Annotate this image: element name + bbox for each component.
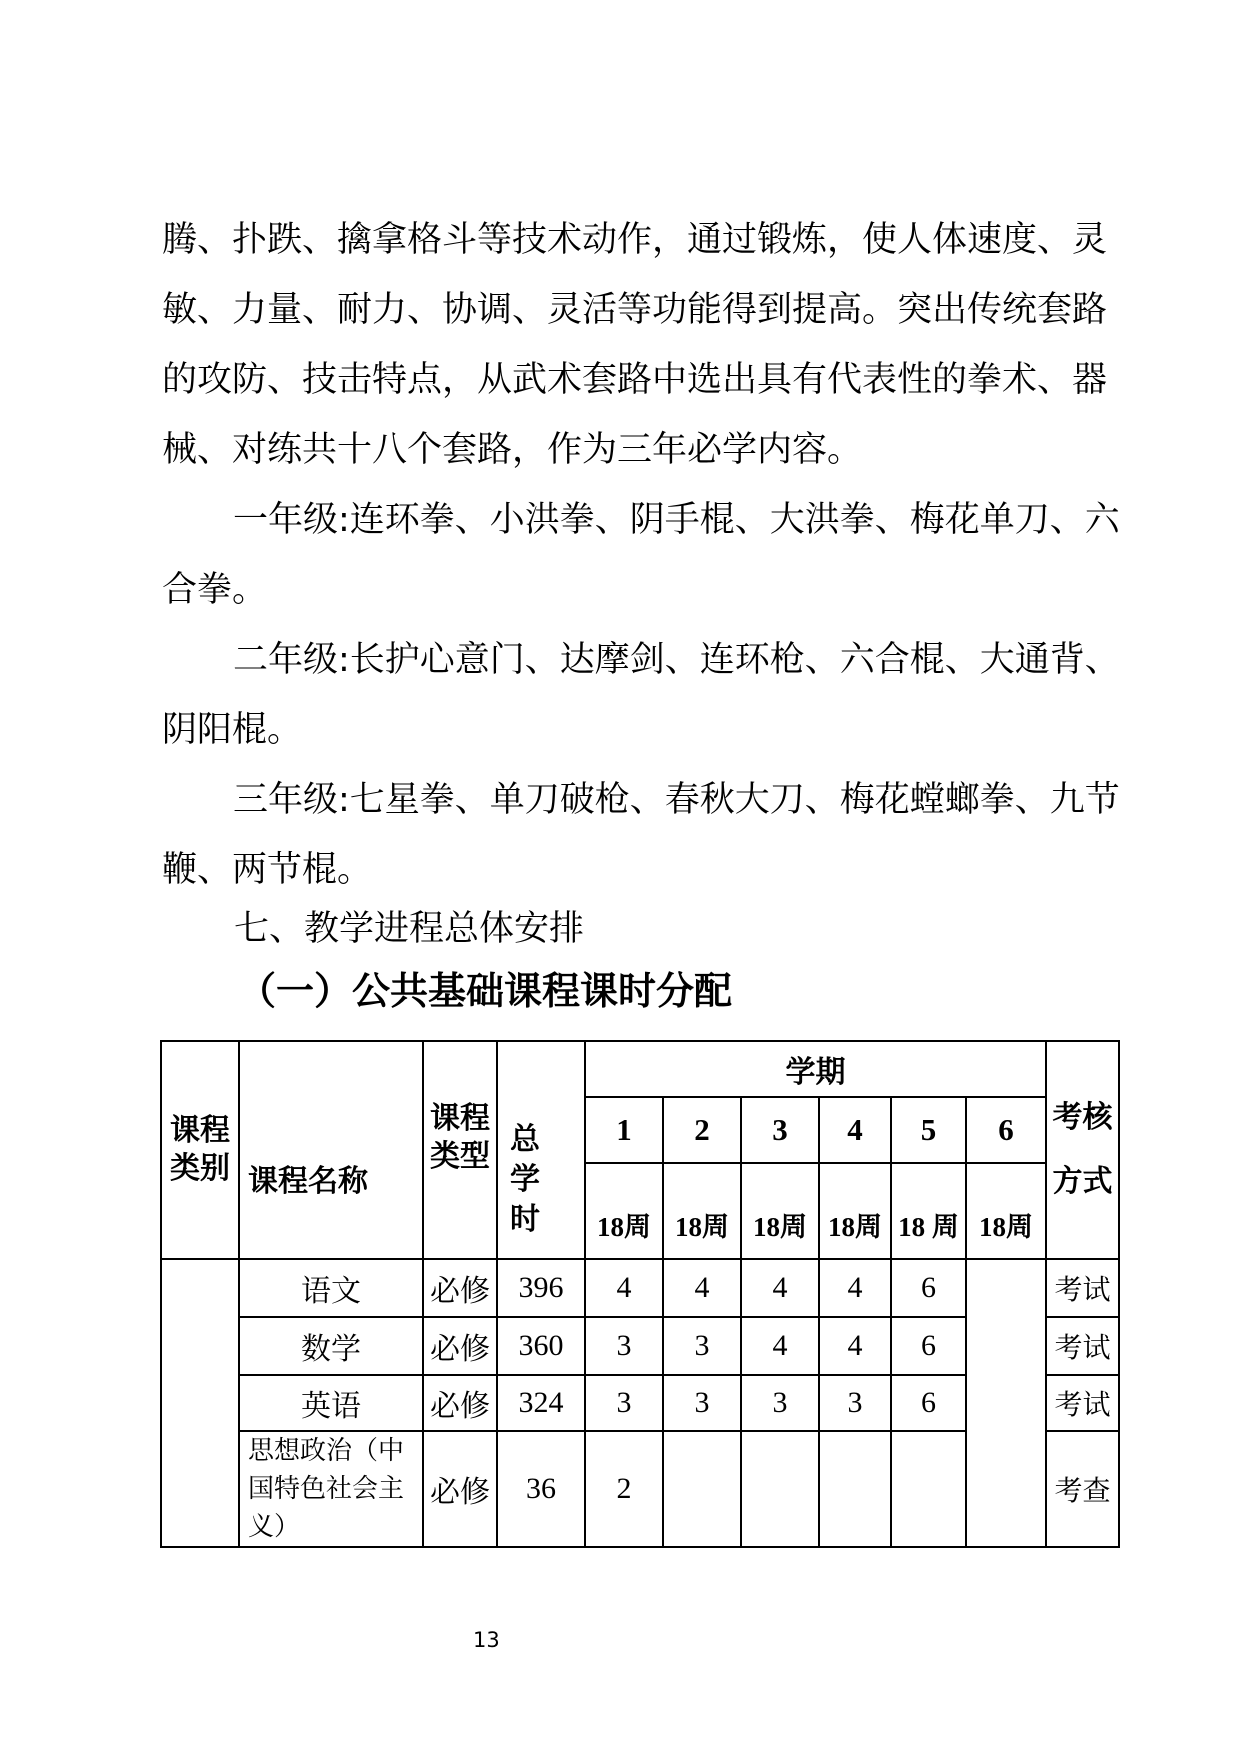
header-assessment-line1: 考核: [1052, 1101, 1113, 1134]
body-text: [162, 205, 1128, 905]
header-cell-weeks-2: 18周: [663, 1163, 741, 1259]
cell-s3: 4: [741, 1317, 819, 1375]
header-cell-semester-3: 3: [741, 1097, 819, 1163]
body-text-line: 敏、力量、耐力、协调、灵活等功能得到提高。突出传统套路: [162, 290, 1108, 330]
cell-total-hours: 36: [497, 1431, 585, 1547]
cell-course-type: 必修: [423, 1317, 497, 1375]
category-body-cell: [161, 1259, 239, 1547]
cell-s2: 3: [663, 1317, 741, 1375]
cell-s5: [891, 1431, 966, 1547]
page-number: 13: [473, 1628, 500, 1652]
cell-course-name: 思想政治（中国特色社会主义）: [239, 1431, 423, 1547]
section-heading: 七、教学进程总体安排: [234, 909, 585, 949]
body-text-line: 一年级:连环拳、小洪拳、阴手棍、大洪拳、梅花单刀、六: [233, 500, 1120, 540]
header-cell-course-name: 课程名称: [239, 1041, 423, 1259]
header-cell-semester-5: 5: [891, 1097, 966, 1163]
cell-s5: 6: [891, 1375, 966, 1431]
cell-s4: 4: [819, 1317, 891, 1375]
header-cell-semester-6: 6: [966, 1097, 1046, 1163]
header-cell-semester-1: 1: [585, 1097, 663, 1163]
cell-assessment: 考试: [1046, 1375, 1119, 1431]
cell-course-type: 必修: [423, 1375, 497, 1431]
cell-total-hours: 396: [497, 1259, 585, 1317]
cell-assessment: 考查: [1046, 1431, 1119, 1547]
header-total-line1: 总 学: [510, 1123, 570, 1196]
header-total-line2: 时: [510, 1203, 540, 1236]
body-text-line: 械、对练共十八个套路，作为三年必学内容。: [162, 430, 863, 470]
header-cell-category: [161, 1041, 239, 1259]
header-cell-assessment: [1046, 1041, 1119, 1259]
cell-course-name: 语文: [239, 1259, 423, 1317]
cell-course-name: 英语: [239, 1375, 423, 1431]
header-cell-semester: 学期: [585, 1041, 1046, 1097]
cell-s2: 3: [663, 1375, 741, 1431]
cell-s1: 4: [585, 1259, 663, 1317]
header-cell-total-hours: [497, 1041, 585, 1259]
header-cell-semester-2: 2: [663, 1097, 741, 1163]
cell-s4: 4: [819, 1259, 891, 1317]
header-type-line1: 课程: [430, 1101, 490, 1135]
body-text-line: 三年级:七星拳、单刀破枪、春秋大刀、梅花螳螂拳、九节: [233, 780, 1120, 820]
header-cell-weeks-5: 18 周: [891, 1163, 966, 1259]
header-cell-weeks-4: 18周: [819, 1163, 891, 1259]
cell-s1: 3: [585, 1375, 663, 1431]
header-cell-weeks-1: 18周: [585, 1163, 663, 1259]
header-cell-semester-4: 4: [819, 1097, 891, 1163]
cell-s2: [663, 1431, 741, 1547]
course-hours-table: [160, 1040, 1120, 1548]
cell-s3: [741, 1431, 819, 1547]
cell-assessment: 考试: [1046, 1259, 1119, 1317]
cell-s1: 2: [585, 1431, 663, 1547]
cell-total-hours: 360: [497, 1317, 585, 1375]
cell-s5: 6: [891, 1259, 966, 1317]
table-row: [161, 1259, 1119, 1317]
subsection-heading: （一）公共基础课程课时分配: [238, 969, 733, 1013]
body-text-line: 鞭、两节棍。: [162, 850, 373, 890]
cell-assessment: 考试: [1046, 1317, 1119, 1375]
cell-s4: [819, 1431, 891, 1547]
body-text-line: 的攻防、技击特点，从武术套路中选出具有代表性的拳术、器: [162, 360, 1108, 400]
cell-s5: 6: [891, 1317, 966, 1375]
cell-s3: 3: [741, 1375, 819, 1431]
cell-s4: 3: [819, 1375, 891, 1431]
header-cell-weeks-3: 18周: [741, 1163, 819, 1259]
cell-s1: 3: [585, 1317, 663, 1375]
cell-course-type: 必修: [423, 1431, 497, 1547]
body-text-line: 腾、扑跌、擒拿格斗等技术动作，通过锻炼，使人体速度、灵: [162, 220, 1108, 260]
cell-course-name: 数学: [239, 1317, 423, 1375]
body-text-line: 合拳。: [162, 570, 268, 610]
header-cell-course-type: [423, 1041, 497, 1259]
header-assessment-line2: 方式: [1052, 1165, 1113, 1198]
header-type-line2: 类型: [430, 1139, 490, 1173]
header-cell-weeks-6: 18周: [966, 1163, 1046, 1259]
header-category-line2: 类别: [170, 1152, 230, 1185]
header-category-line1: 课程: [170, 1114, 230, 1147]
cell-total-hours: 324: [497, 1375, 585, 1431]
table-header-row: [161, 1041, 1119, 1097]
cell-s3: 4: [741, 1259, 819, 1317]
cell-s2: 4: [663, 1259, 741, 1317]
body-text-line: 阴阳棍。: [162, 710, 303, 750]
body-text-line: 二年级:长护心意门、达摩剑、连环枪、六合棍、大通背、: [233, 640, 1120, 680]
cell-course-type: 必修: [423, 1259, 497, 1317]
semester6-merged-cell: [966, 1259, 1046, 1547]
